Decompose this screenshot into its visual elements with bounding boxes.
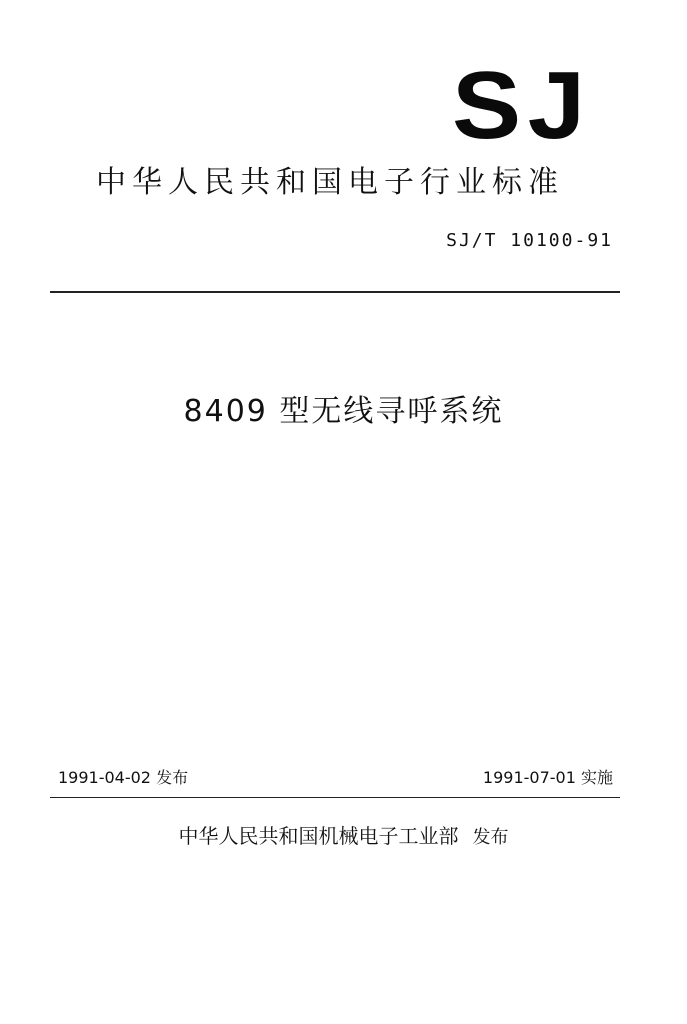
bottom-divider	[50, 797, 620, 798]
document-title: 8409 型无线寻呼系统	[183, 394, 504, 429]
publisher-verb: 发布	[472, 827, 509, 848]
implement-date: 1991-07-01 实施	[482, 768, 613, 787]
standard-type-heading: 中华人民共和国电子行业标准	[96, 165, 564, 200]
standard-code: SJ/T 10100-91	[446, 230, 613, 251]
publisher-name: 中华人民共和国机械电子工业部	[178, 824, 459, 848]
top-divider	[50, 291, 620, 293]
sj-logo: SJ	[452, 52, 592, 159]
publisher-line	[0, 826, 687, 847]
publish-date: 1991-04-02 发布	[58, 768, 189, 787]
